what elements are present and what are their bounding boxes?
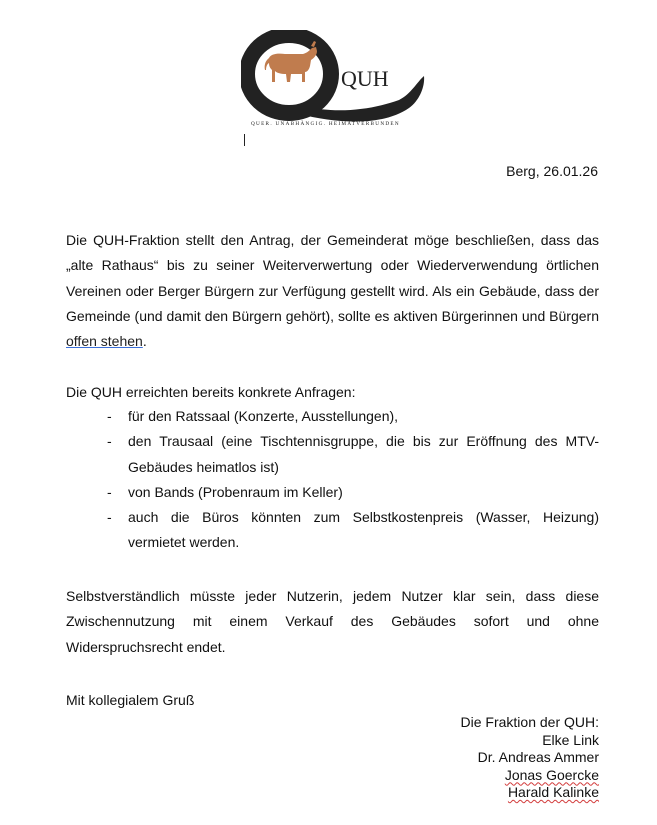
- signature-name: Elke Link: [542, 731, 599, 748]
- offen-stehen-link[interactable]: offen stehen: [66, 333, 143, 350]
- logo-wordmark: QUH: [341, 66, 389, 91]
- list-item: [66, 505, 599, 556]
- motion-end: .: [142, 333, 147, 350]
- greeting: Mit kollegialem Gruß: [66, 692, 195, 708]
- spellcheck-name: Jonas Goercke: [504, 766, 599, 783]
- text-cursor: [244, 134, 245, 146]
- interim-use-paragraph: Selbstverständlich müsste jeder Nutzerin, jedem Nutzer klar sein, dass diese Zwischennutzung mit einem Verkauf des Gebäudes sofort und ohne Widerspruchsrecht endet.: [66, 588, 599, 655]
- signature-block: [461, 714, 599, 802]
- list-item-text: den Trausaal (eine Tischtennisgruppe, die bis zur Eröffnung des MTV-Gebäudes heimatlos ist): [128, 433, 599, 475]
- signature-heading: Die Fraktion der QUH:: [460, 714, 599, 730]
- logo-tagline: QUER. UNABHÄNGIG. HEIMATVERBUNDEN: [251, 121, 400, 127]
- list-item: [66, 480, 599, 505]
- signature-name: [461, 767, 599, 785]
- signature-name: [461, 784, 599, 802]
- bullet-dash: -: [107, 483, 112, 500]
- requests-intro: Die QUH erreichten bereits konkrete Anfragen:: [66, 384, 356, 400]
- motion-paragraph: [66, 228, 599, 354]
- bullet-dash: -: [107, 408, 112, 424]
- list-item-text: für den Ratssaal (Konzerte, Ausstellungen),: [128, 408, 399, 424]
- list-item: [66, 404, 599, 429]
- signature-name: Dr. Andreas Ammer: [477, 749, 599, 765]
- motion-text: Die QUH-Fraktion stellt den Antrag, der Gemeinderat möge beschließen, dass das „alte Rathaus“ bis zu seiner Weiterverwertung oder Wiederverwendung örtlichen Vereinen oder Berger Bürgern zur Verfügung gestellt wird. Als ein Gebäude, dass der Gemeinde (und damit den Bürgern gehört), sollte es aktiven Bürgerinnen und Bürgern: [66, 232, 599, 324]
- list-item: [66, 429, 599, 480]
- list-item-text: auch die Büros könnten zum Selbstkostenpreis (Wasser, Heizung) vermietet werden.: [128, 509, 599, 551]
- spellcheck-name: Harald Kalinke: [507, 784, 599, 800]
- bullet-dash: -: [107, 509, 112, 526]
- requests-list: [66, 404, 599, 556]
- date-line: Berg, 26.01.26: [506, 163, 598, 179]
- bullet-dash: -: [107, 433, 112, 450]
- list-item-text: von Bands (Probenraum im Keller): [128, 483, 343, 500]
